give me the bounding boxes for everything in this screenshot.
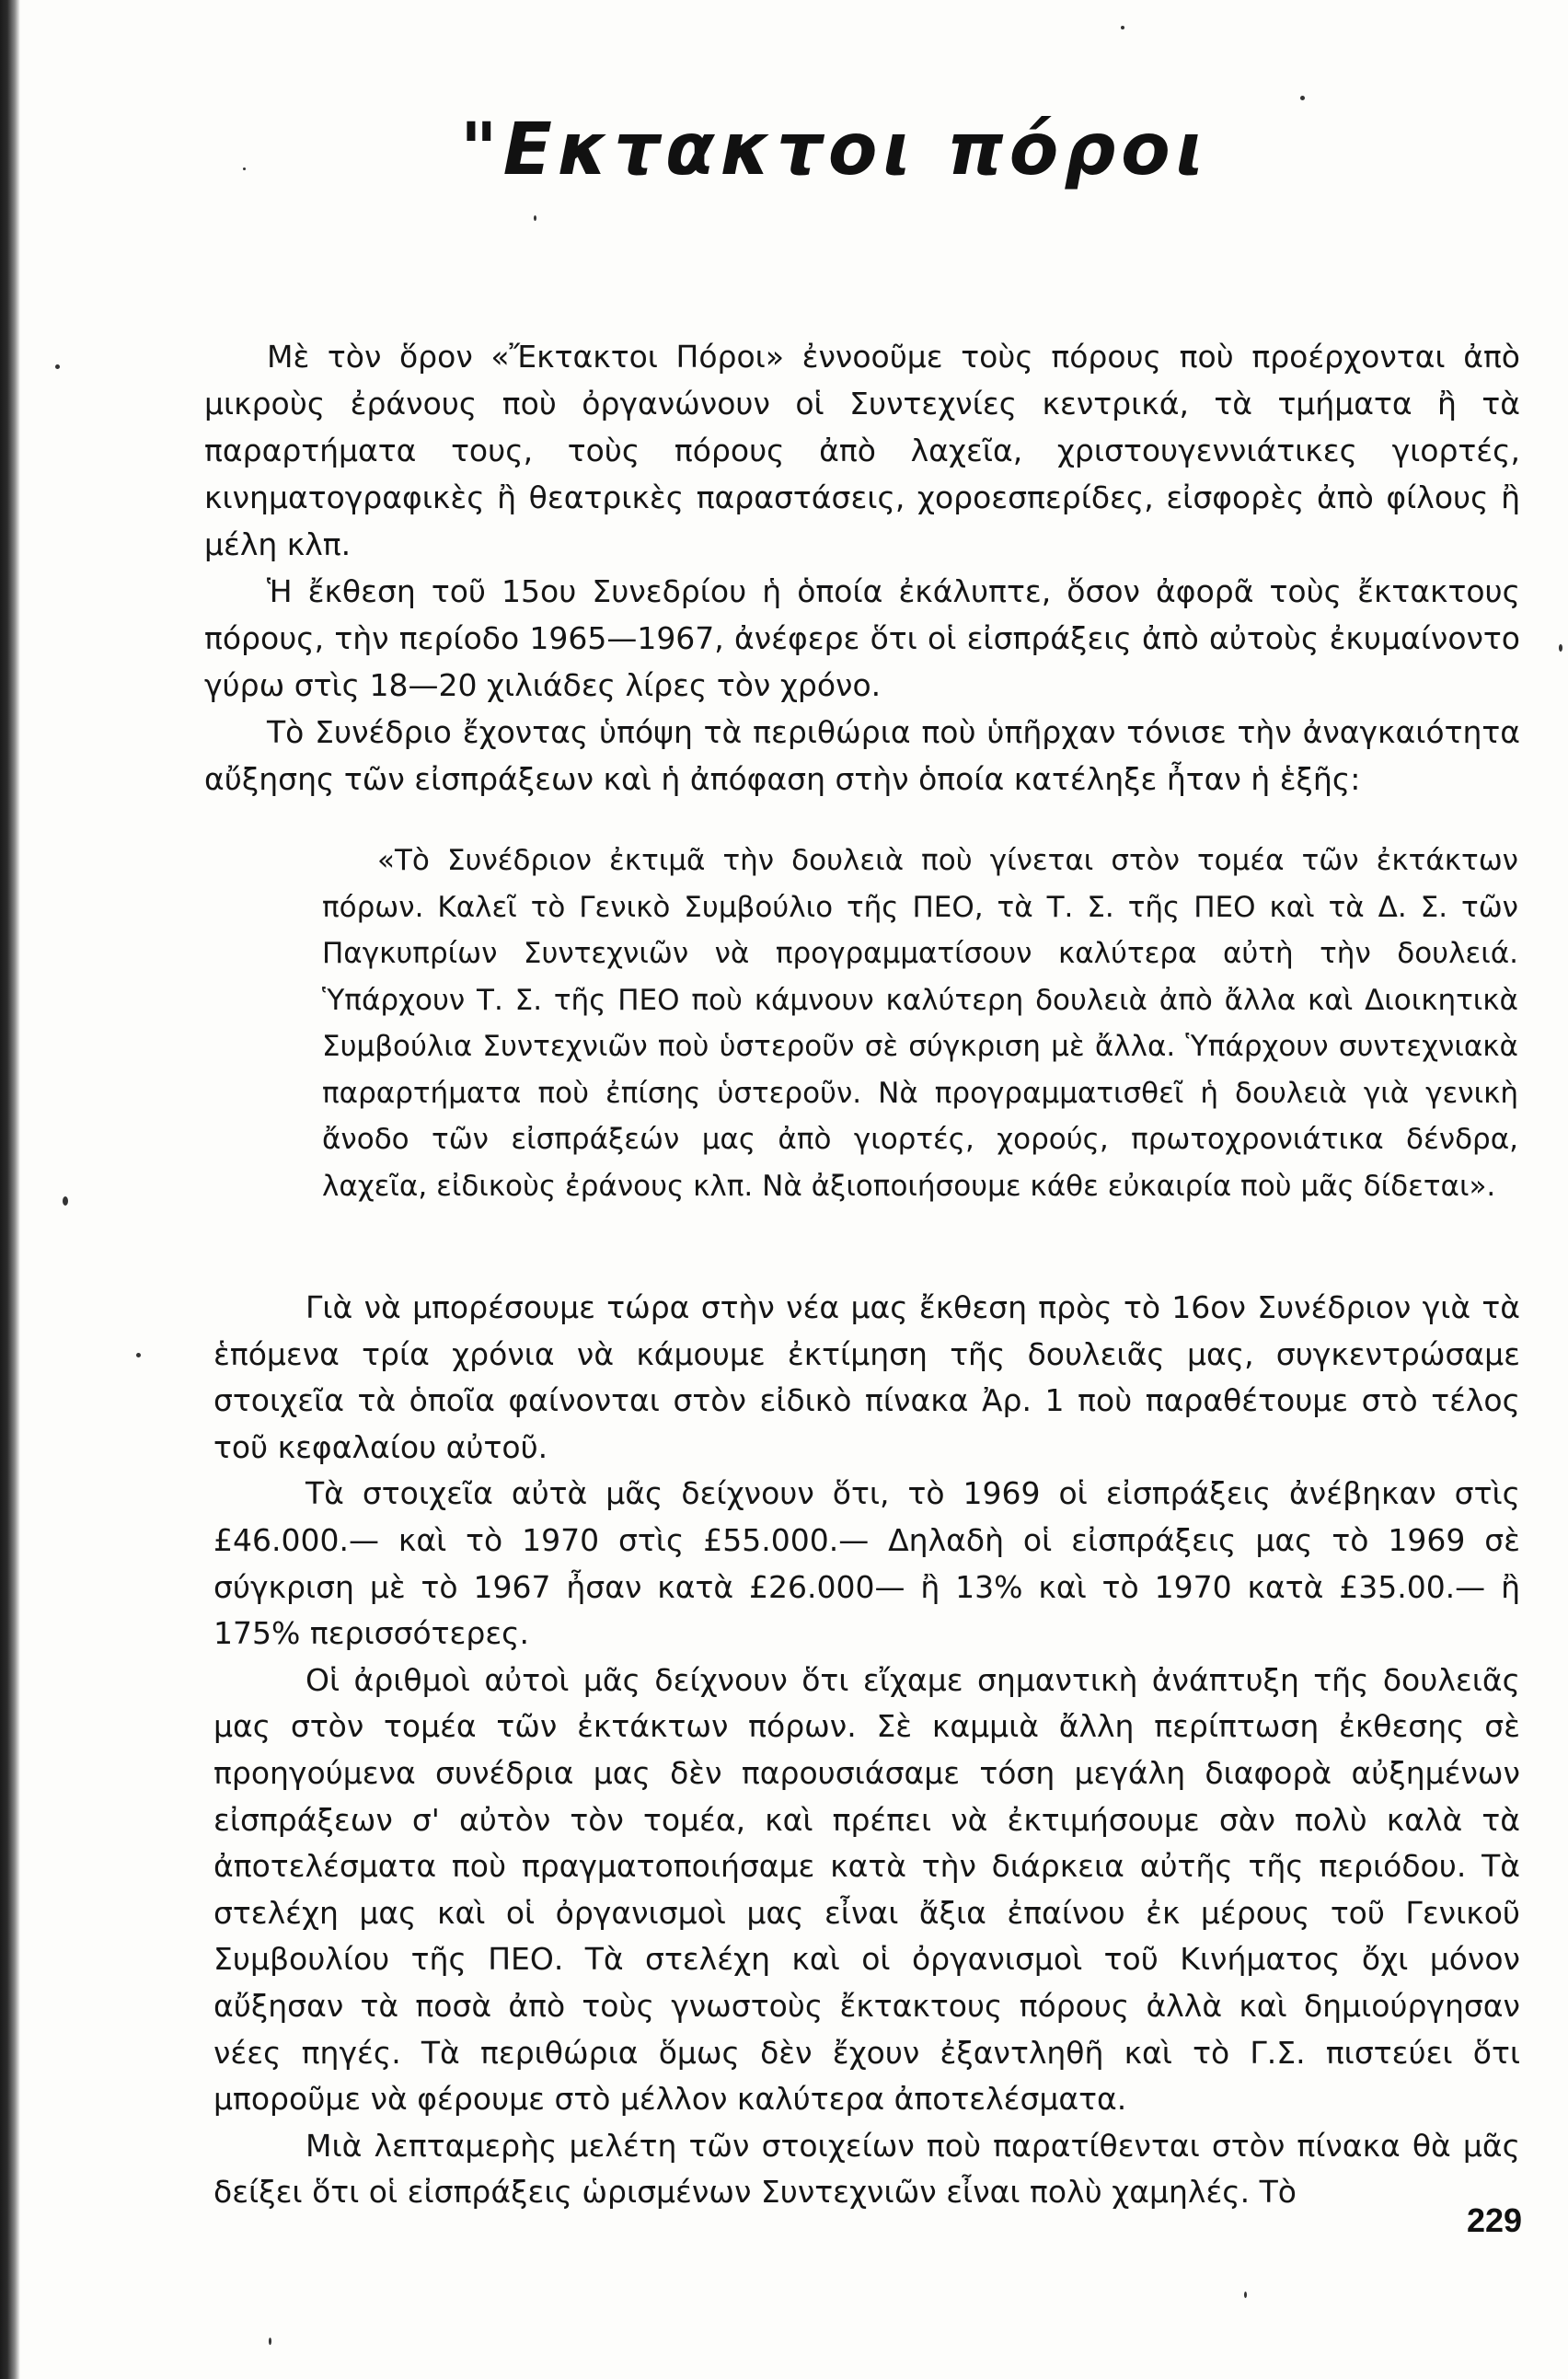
scan-speck — [1244, 2292, 1247, 2298]
scan-speck — [1300, 96, 1305, 100]
scan-speck — [136, 1353, 141, 1357]
paragraph-revenue-figures: Τὰ στοιχεῖα αὐτὰ μᾶς δείχνουν ὅτι, τὸ 1969 οἱ εἰσπράξεις ἀνέβηκαν στὶς £46.000.— καὶ τὸ 1970 στὶς £55.000.— Δηλαδὴ οἱ εἰσπράξεις μας τὸ 1969 σὲ σύγκριση μὲ τὸ 1967 ἦσαν κατὰ £26.000— ἢ 13% καὶ τὸ 1970 κατὰ £35.00.— ἢ 175% περισσότερες. — [213, 1475, 1520, 1652]
page-edge-shadow — [0, 0, 20, 2379]
analysis-text — [213, 1285, 1520, 2216]
scan-speck — [534, 215, 536, 221]
paragraph-assessment: Οἱ ἀριθμοὶ αὐτοὶ μᾶς δείχνουν ὅτι εἴχαμε σημαντικὴ ἀνάπτυξη τῆς δουλειᾶς μας στὸν τομέα τῶν ἐκτάκτων πόρων. Σὲ καμμιὰ ἄλλη περίπτωση ἐκθεσης σὲ προηγούμενα συνέδρια μας δὲν παρουσιάσαμε τόση μεγάλη διαφορὰ αὐξημένων εἰσπράξεων σ' αὐτὸν τὸν τομέα, καὶ πρέπει νὰ ἐκτιμήσουμε σὰν πολὺ καλὰ τὰ ἀποτελέσματα ποὺ πραγματοποιήσαμε κατὰ τὴν διάρκεια αὐτῆς τῆς περιόδου. Τὰ στελέχη μας καὶ οἱ ὀργανισμοὶ μας εἶναι ἄξια ἐπαίνου ἐκ μέρους τοῦ Γενικοῦ Συμβουλίου τῆς ΠΕΟ. Τὰ στελέχη καὶ οἱ ὀργανισμοὶ τοῦ Κινήματος ὄχι μόνον αὔξησαν τὰ ποσὰ ἀπὸ τοὺς γνωστοὺς ἔκτακτους πόρους ἀλλὰ καὶ δημιούργησαν νέες πηγές. Τὰ περιθώρια ὅμως δὲν ἔχουν ἐξαντληθῆ καὶ τὸ Γ.Σ. πιστεύει ὅτι μποροῦμε νὰ φέρουμε στὸ μέλλον καλύτερα ἀποτελέσματα. — [213, 1661, 1520, 2118]
scan-speck — [55, 364, 60, 369]
congress-resolution-quote — [322, 837, 1518, 1209]
paragraph-15th-congress: Ἡ ἔκθεση τοῦ 15ου Συνεδρίου ἡ ὁποία ἐκάλυπτε, ὅσον ἀφορᾶ τοὺς ἔκτακτους πόρους, τὴν περίοδο 1965—1967, ἀνέφερε ὅτι οἱ εἰσπράξεις ἀπὸ αὐτοὺς ἐκυμαίνοντο γύρω στὶς 18—20 χιλιάδες λίρες τὸν χρόνο. — [204, 573, 1520, 703]
paragraph-16th-congress: Γιὰ νὰ μπορέσουμε τώρα στὴν νέα μας ἔκθεση πρὸς τὸ 16ον Συνέδριον γιὰ τὰ ἑπόμενα τρία χρόνια νὰ κάμουμε ἐκτίμηση τῆς δουλειᾶς μας, συγκεντρώσαμε στοιχεῖα τὰ ὁποῖα φαίνονται στὸν εἰδικὸ πίνακα Ἀρ. 1 ποὺ παραθέτουμε στὸ τέλος τοῦ κεφαλαίου αὐτοῦ. — [213, 1289, 1520, 1465]
scan-speck — [1121, 26, 1124, 29]
scan-speck — [1559, 644, 1562, 652]
paragraph-detailed-study: Μιὰ λεπταμερὴς μελέτη τῶν στοιχείων ποὺ παρατίθενται στὸν πίνακα θὰ μᾶς δείξει ὅτι οἱ εἰσπράξεις ὡρισμένων Συντεχνιῶν εἶναι πολὺ χαμηλές. Τὸ — [213, 2127, 1520, 2211]
scan-speck — [63, 1196, 68, 1206]
intro-text — [204, 333, 1520, 803]
page-title: "Εκτακτοι πόροι — [460, 109, 1210, 191]
paragraph-definition: Μὲ τὸν ὅρον «Ἔκτακτοι Πόροι» ἐννοοῦμε τοὺς πόρους ποὺ προέρχονται ἀπὸ μικροὺς ἐράνους ποὺ ὀργανώνουν οἱ Συντεχνίες κεντρικά, τὰ τμήματα ἢ τὰ παραρτήματα τους, τοὺς πόρους ἀπὸ λαχεῖα, χριστουγεννιάτικες γιορτές, κινηματογραφικὲς ἢ θεατρικὲς παραστάσεις, χοροεσπερίδες, εἰσφορὲς ἀπὸ φίλους ἢ μέλη κλπ. — [204, 339, 1520, 562]
paragraph-congress-decision: Τὸ Συνέδριο ἔχοντας ὑπόψη τὰ περιθώρια ποὺ ὑπῆρχαν τόνισε τὴν ἀναγκαιότητα αὔξησης τῶν εἰσπράξεων καὶ ἡ ἀπόφαση στὴν ὁποία κατέληξε ἦταν ἡ ἑξῆς: — [204, 714, 1520, 797]
quote-text: «Τὸ Συνέδριον ἐκτιμᾶ τὴν δουλειὰ ποὺ γίνεται στὸν τομέα τῶν ἐκτάκτων πόρων. Καλεῖ τὸ Γενικὸ Συμβούλιο τῆς ΠΕΟ, τὰ Τ. Σ. τῆς ΠΕΟ καὶ τὰ Δ. Σ. τῶν Παγκυπρίων Συντεχνιῶν νὰ προγραμματίσουν καλύτερα αὐτὴ τὴν δουλειά. Ὑπάρχουν Τ. Σ. τῆς ΠΕΟ ποὺ κάμνουν καλύτερη δουλειὰ ἀπὸ ἄλλα καὶ Διοικητικὰ Συμβούλια Συντεχνιῶν ποὺ ὑστεροῦν σὲ σύγκριση μὲ ἄλλα. Ὑπάρχουν συντεχνιακὰ παραρτήματα ποὺ ἐπίσης ὑστεροῦν. Νὰ προγραμματισθεῖ ἡ δουλειὰ γιὰ γενικὴ ἄνοδο τῶν εἰσπράξεών μας ἀπὸ γιορτές, χορούς, πρωτοχρονιάτικα δένδρα, λαχεῖα, εἰδικοὺς ἐράνους κλπ. Νὰ ἀξιοποιήσουμε κάθε εὐκαιρία ποὺ μᾶς δίδεται». — [322, 844, 1518, 1203]
scan-speck — [243, 167, 246, 170]
scan-speck — [269, 2338, 271, 2345]
page-number: 229 — [1467, 2201, 1523, 2239]
